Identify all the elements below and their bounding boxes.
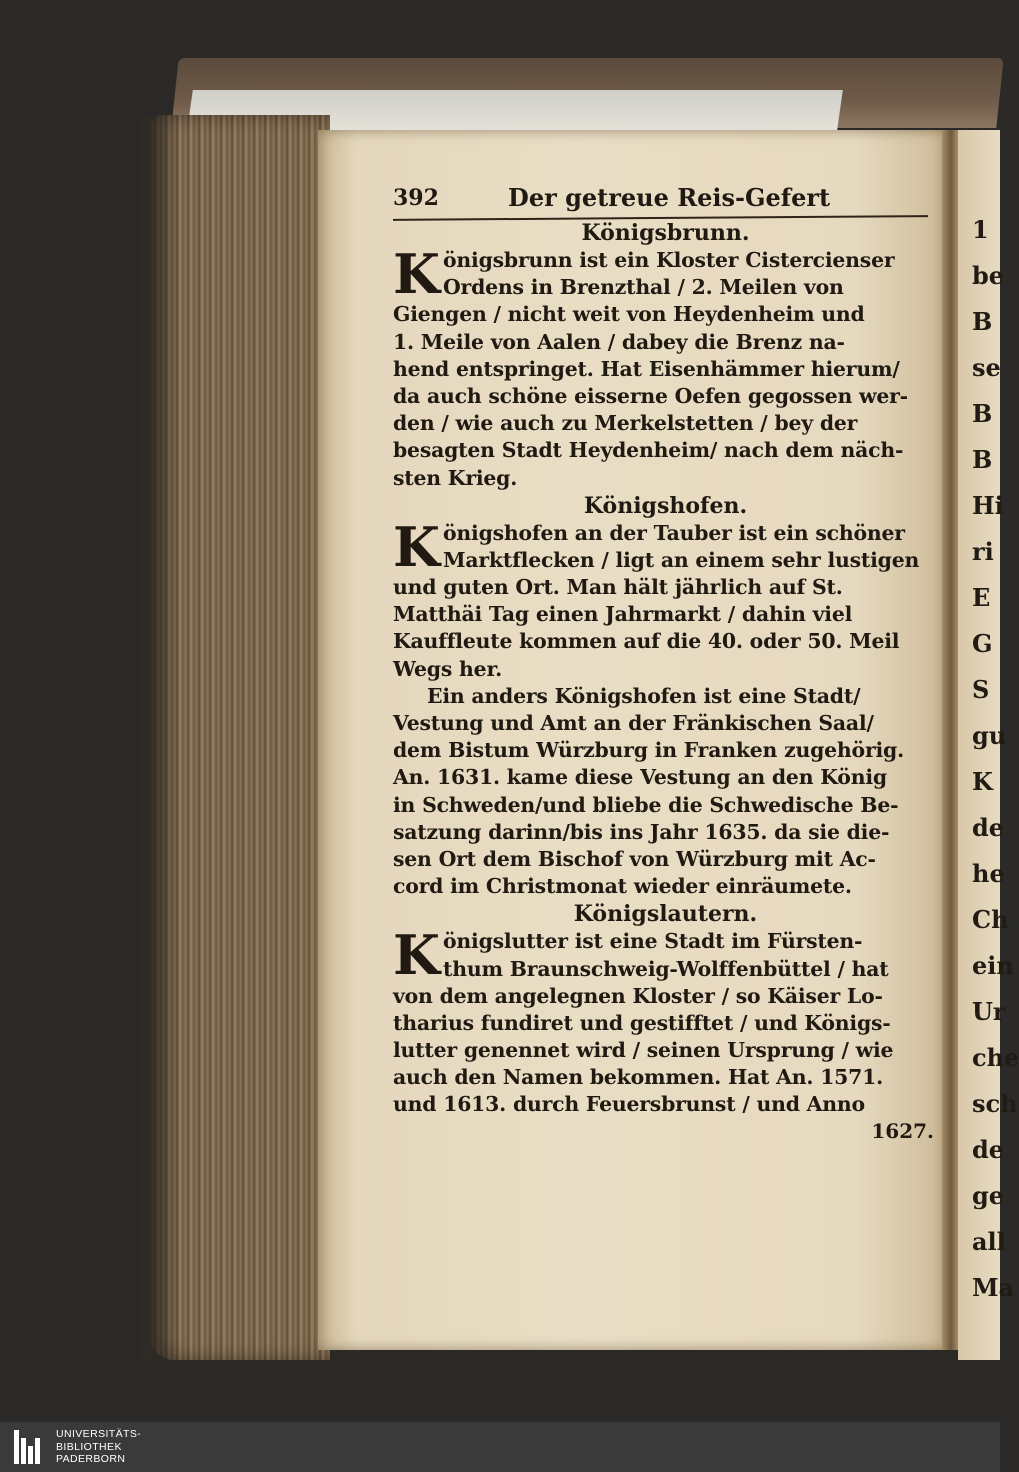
facing-page-fragment: K <box>972 767 993 796</box>
facing-page-fragment: ein <box>972 951 1014 980</box>
text-line: Marktflecken / ligt an einem sehr lustigen <box>443 547 920 572</box>
text-line: auch den Namen bekommen. Hat An. 1571. <box>393 1065 884 1090</box>
library-logo-icon <box>14 1430 48 1464</box>
text-line: satzung darinn/bis ins Jahr 1635. da sie die- <box>393 819 890 844</box>
text-line: Kauffleute kommen auf die 40. oder 50. Meil <box>393 629 900 654</box>
facing-page-fragment: all <box>972 1227 1006 1256</box>
facing-page-fragment: gu <box>972 721 1007 750</box>
entry-title: Königslautern. <box>573 901 758 928</box>
text-line: Giengen / nicht weit von Heydenheim und <box>393 302 865 327</box>
running-head: Der getreue Reis-Gefert <box>508 183 831 212</box>
library-name <box>56 1428 141 1466</box>
page-text <box>393 183 938 1145</box>
text-line: und guten Ort. Man hält jährlich auf St. <box>393 575 843 600</box>
dropcap: K <box>393 514 440 579</box>
facing-page-fragment: Ch <box>972 905 1009 934</box>
text-line: Wegs her. <box>393 656 503 681</box>
facing-page-fragment: he <box>972 859 1005 888</box>
text-line: und 1613. durch Feuersbrunst / und Anno <box>393 1092 865 1117</box>
text-line: önigslutter ist eine Stadt im Fürsten- <box>443 929 863 954</box>
library-line: UNIVERSITÄTS- <box>56 1428 142 1440</box>
library-line: PADERBORN <box>56 1453 126 1465</box>
catchword: 1627. <box>871 1118 934 1143</box>
library-footer <box>0 1422 1000 1472</box>
facing-page-fragment: 1 <box>972 215 989 244</box>
text-line: tharius fundiret und gestifftet / und Königs- <box>393 1010 891 1035</box>
facing-page-fragment: de <box>972 1135 1005 1164</box>
text-line: cord im Christmonat wieder einräumete. <box>393 874 852 899</box>
text-line: 1. Meile von Aalen / dabey die Brenz na- <box>393 329 845 354</box>
text-line: An. 1631. kame diese Vestung an den König <box>393 765 887 790</box>
facing-page-fragment: Ma <box>972 1273 1015 1302</box>
text-line: Matthäi Tag einen Jahrmarkt / dahin viel <box>393 602 853 627</box>
entry-title: Königshofen. <box>583 492 748 519</box>
dropcap: K <box>393 242 440 306</box>
text-line: besagten Stadt Heydenheim/ nach dem näch- <box>393 438 904 463</box>
entry-paragraph <box>393 683 938 901</box>
facing-page-fragment: B <box>972 399 993 428</box>
text-line: von dem angelegnen Kloster / so Käiser Lo- <box>393 983 883 1008</box>
dropcap: K <box>393 923 440 988</box>
text-line: in Schweden/und bliebe die Schwedische Be- <box>393 792 899 817</box>
facing-page-fragment: S <box>972 675 990 704</box>
text-line: önigshofen an der Tauber ist ein schöner <box>443 520 905 545</box>
text-line: sen Ort dem Bischof von Würzburg mit Ac- <box>393 846 876 871</box>
text-line: sten Krieg. <box>393 465 518 490</box>
text-line: Ordens in Brenzthal / 2. Meilen von <box>443 275 844 300</box>
facing-page-fragment: che <box>972 1043 1019 1072</box>
facing-page-fragment: ri <box>972 537 994 566</box>
facing-page-fragment: Ur <box>972 997 1006 1026</box>
entry-paragraph <box>393 923 938 1118</box>
facing-page-fragment: de <box>972 813 1005 842</box>
facing-page-fragment: se <box>972 353 1001 382</box>
library-line: BIBLIOTHEK <box>56 1440 122 1453</box>
binding-shadow <box>140 115 180 1360</box>
entries <box>393 219 938 1119</box>
facing-page-fragment: G <box>972 629 993 658</box>
text-line: dem Bistum Würzburg in Franken zugehörig. <box>393 738 904 763</box>
entry-title: Königsbrunn. <box>581 220 750 246</box>
page-header <box>393 183 938 215</box>
entry-paragraph <box>393 242 938 492</box>
facing-page-fragment: Hi <box>972 491 1004 520</box>
text-line: da auch schöne eisserne Oefen gegossen wer- <box>393 383 908 408</box>
facing-page-edge <box>958 130 1019 1360</box>
entry-paragraph <box>393 514 938 683</box>
text-line: Vestung und Amt an der Fränkischen Saal/ <box>393 711 874 735</box>
facing-page-fragment: B <box>972 307 993 336</box>
facing-page-fragment: be <box>972 261 1005 290</box>
text-line: Ein anders Königshofen ist eine Stadt/ <box>427 683 861 708</box>
text-line: thum Braunschweig-Wolffenbüttel / hat <box>443 956 889 981</box>
text-line: hend entspringet. Hat Eisenhämmer hierum/ <box>393 356 900 381</box>
facing-page-fragment: E <box>972 583 991 612</box>
facing-page-fragment: sch <box>972 1089 1018 1118</box>
facing-page-fragment: B <box>972 445 993 474</box>
text-line: den / wie auch zu Merkelstetten / bey der <box>393 411 858 436</box>
page-number: 392 <box>393 185 439 211</box>
text-line: lutter genennet wird / seinen Ursprung / wie <box>393 1038 894 1063</box>
facing-page-fragment: ge <box>972 1181 1005 1210</box>
text-line: önigsbrunn ist ein Kloster Cistercienser <box>443 248 895 272</box>
